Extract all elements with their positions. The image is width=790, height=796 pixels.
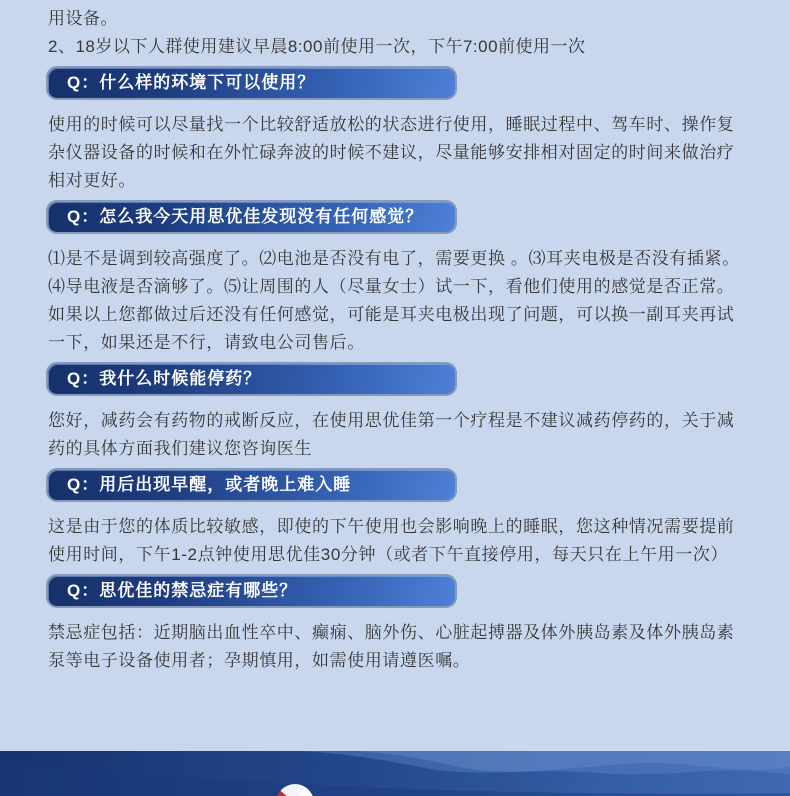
faq-question-banner-5 bbox=[48, 576, 455, 606]
q-prefix: Q： bbox=[67, 207, 100, 226]
intro-line-2: 2、18岁以下人群使用建议早晨8:00前使用一次，下午7:00前使用一次 bbox=[48, 37, 586, 56]
faq-question-banner-2 bbox=[48, 202, 455, 232]
q-prefix: Q： bbox=[67, 369, 100, 388]
faq-question-banner-1 bbox=[48, 68, 455, 98]
footer-wave-band bbox=[0, 751, 790, 796]
faq-question-text: 我什么时候能停药？ bbox=[99, 369, 262, 388]
answer-paragraph: 这是由于您的体质比较敏感，即使的下午使用也会影响晚上的睡眠，您这种情况需要提前使用时间，下午1-2点钟使用思优佳30分钟（或者下午直接停用，每天只在上午用一次） bbox=[48, 517, 735, 564]
answer-paragraph: 使用的时候可以尽量找一个比较舒适放松的状态进行使用，睡眠过程中、驾车时、操作复杂仪器设备的时候和在外忙碌奔波的时候不建议，尽量能够安排相对固定的时间来做治疗相对更好。 bbox=[48, 115, 735, 190]
intro-line-1: 用设备。 bbox=[48, 9, 118, 28]
faq-question-text: 什么样的环境下可以使用？ bbox=[99, 73, 316, 92]
q-prefix: Q： bbox=[67, 73, 100, 92]
wave-layer-mid bbox=[300, 751, 790, 775]
faq-answer-2 bbox=[48, 245, 748, 357]
footer-waves bbox=[0, 751, 790, 796]
faq-question-text: 用后出现早醒，或者晚上难入睡 bbox=[99, 475, 352, 494]
answer-paragraph: 您好，减药会有药物的戒断反应，在使用思优佳第一个疗程是不建议减药停药的，关于减药的具体方面我们建议您咨询医生 bbox=[48, 411, 735, 458]
faq-answer-5 bbox=[48, 619, 748, 675]
faq-answer-3 bbox=[48, 407, 748, 463]
faq-answer-4 bbox=[48, 513, 748, 569]
faq-question-text: 怎么我今天用思优佳发现没有任何感觉？ bbox=[99, 207, 424, 226]
faq-question-text: 思优佳的禁忌症有哪些？ bbox=[99, 581, 298, 600]
faq-question-banner-3 bbox=[48, 364, 455, 394]
faq-question-banner-4 bbox=[48, 470, 455, 500]
answer-paragraph: ⑴是不是调到较高强度了。⑵电池是否没有电了，需要更换 。⑶耳夹电极是否没有插紧。⑷导电液是否滴够了。⑸让周围的人（尽量女士）试一下，看他们使用的感觉是否正常。 bbox=[48, 249, 740, 296]
answer-paragraph: 如果以上您都做过后还没有任何感觉，可能是耳夹电极出现了问题，可以换一副耳夹再试一下，如果还是不行，请致电公司售后。 bbox=[48, 305, 735, 352]
q-prefix: Q： bbox=[67, 581, 100, 600]
q-prefix: Q： bbox=[67, 475, 100, 494]
faq-answer-1 bbox=[48, 111, 748, 195]
answer-paragraph: 禁忌症包括：近期脑出血性卒中、癫痫、脑外伤、心脏起搏器及体外胰岛素及体外胰岛素泵等电子设备使用者；孕期慎用，如需使用请遵医嘱。 bbox=[48, 623, 735, 670]
